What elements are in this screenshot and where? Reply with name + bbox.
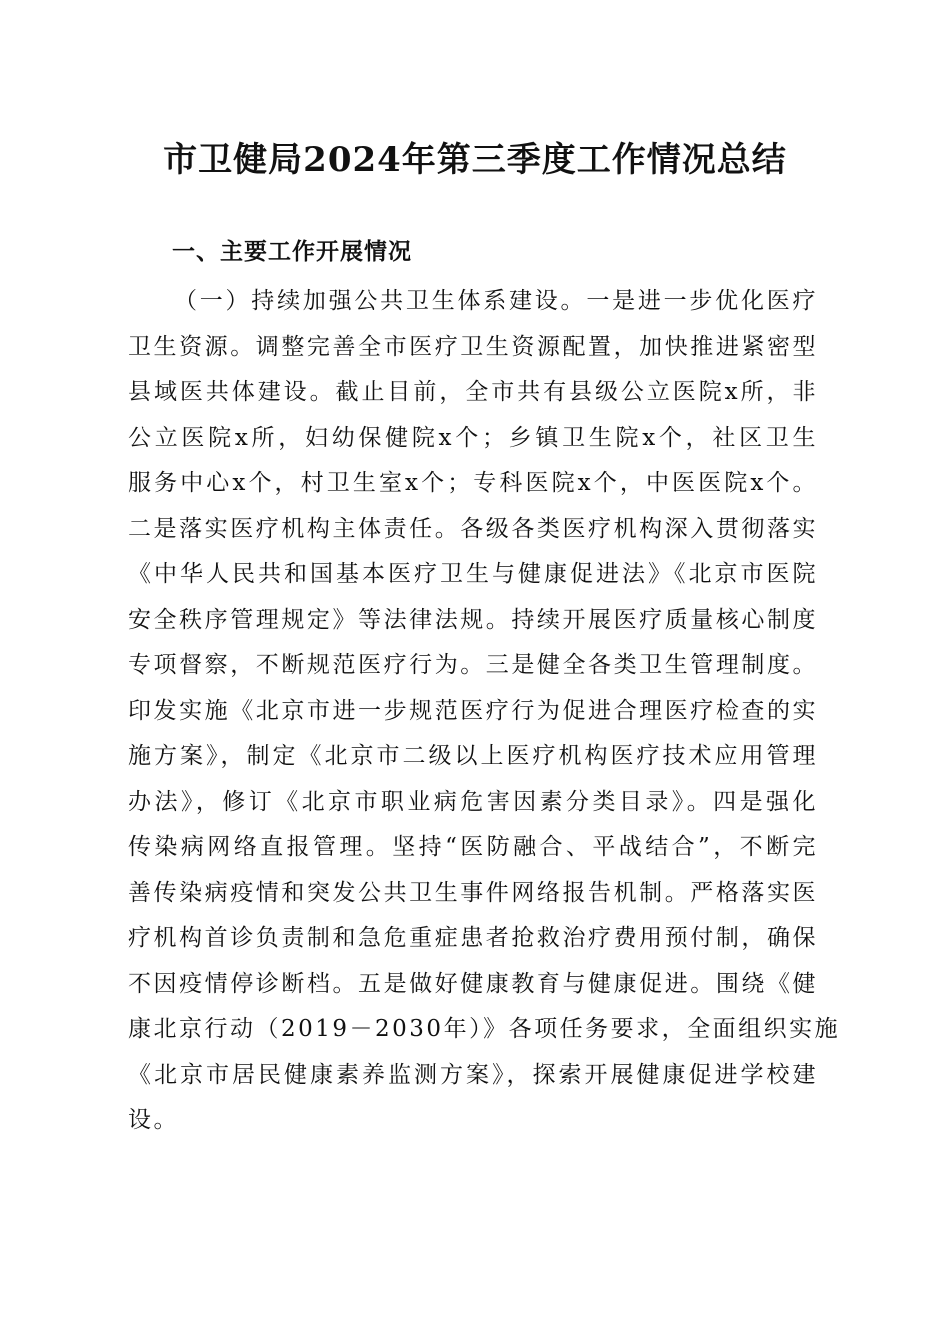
paragraph-line: 印发实施《北京市进一步规范医疗行为促进合理医疗检查的实 — [128, 697, 818, 724]
section-heading: 一、主要工作开展情况 — [172, 239, 412, 265]
paragraph-line: 县域医共体建设。截止目前，全市共有县级公立医院x所，非 — [128, 379, 818, 405]
paragraph-line: 康北京行动（2019－2030年）》各项任务要求，全面组织实施 — [128, 1016, 841, 1042]
paragraph-line: 公立医院x所，妇幼保健院x个；乡镇卫生院x个，社区卫生 — [128, 424, 818, 451]
paragraph-line: 服务中心x个，村卫生室x个；专科医院x个，中医医院x个。 — [128, 470, 818, 496]
paragraph-line: 疗机构首诊负责制和急危重症患者抢救治疗费用预付制，确保 — [128, 925, 818, 951]
body-paragraph — [128, 279, 841, 1144]
paragraph-line: 施方案》，制定《北京市二级以上医疗机构医疗技术应用管理 — [128, 743, 818, 769]
paragraph-line: 办法》，修订《北京市职业病危害因素分类目录》。四是强化 — [128, 788, 818, 815]
paragraph-line: （一）持续加强公共卫生体系建设。一是进一步优化医疗 — [174, 288, 818, 314]
paragraph-line: 善传染病疫情和突发公共卫生事件网络报告机制。严格落实医 — [128, 879, 818, 906]
paragraph-line: 《北京市居民健康素养监测方案》，探索开展健康促进学校建 — [128, 1061, 818, 1088]
paragraph-line: 卫生资源。调整完善全市医疗卫生资源配置，加快推进紧密型 — [128, 333, 818, 360]
paragraph-line: 安全秩序管理规定》等法律法规。持续开展医疗质量核心制度 — [128, 606, 818, 633]
paragraph-line: 《中华人民共和国基本医疗卫生与健康促进法》《北京市医院 — [128, 561, 818, 587]
paragraph-line: 专项督察，不断规范医疗行为。三是健全各类卫生管理制度。 — [128, 652, 818, 678]
paragraph-line: 传染病网络直报管理。坚持“医防融合、平战结合”，不断完 — [128, 834, 818, 860]
paragraph-line: 设。 — [128, 1107, 179, 1133]
document-title: 市卫健局2024年第三季度工作情况总结 — [163, 140, 787, 180]
paragraph-line: 不因疫情停诊断档。五是做好健康教育与健康促进。围绕《健 — [128, 970, 818, 997]
paragraph-line: 二是落实医疗机构主体责任。各级各类医疗机构深入贯彻落实 — [128, 515, 818, 542]
